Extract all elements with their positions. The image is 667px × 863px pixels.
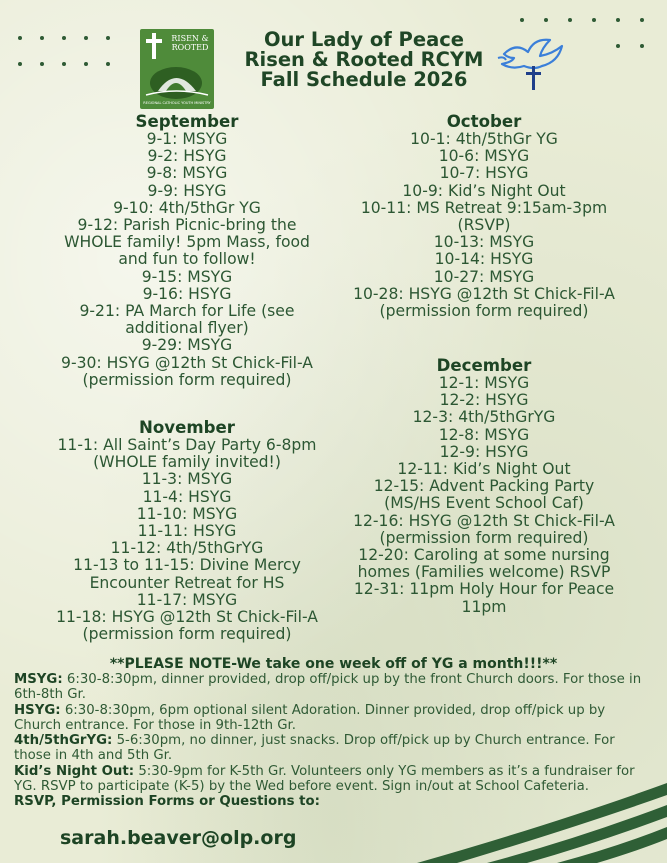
event-item: 9-10: 4th/5thGr YG: [113, 198, 261, 217]
november-section: [48, 419, 326, 643]
event-item: 10-7: HSYG: [439, 164, 529, 183]
november-heading: November: [139, 418, 235, 437]
contact-email[interactable]: sarah.beaver@olp.org: [60, 827, 297, 849]
event-item: 10-6: MSYG: [438, 147, 530, 166]
event-item: 11-13 to 11-15: Divine Mercy Encounter Retreat for HS: [73, 556, 301, 592]
october-section: [345, 113, 623, 320]
grade45-description: 4th/5thGrYG: 5-6:30pm, no dinner, just snacks. Drop off/pick up by Church entrance. For those in 4th and 5th Gr.: [14, 733, 615, 764]
event-item: 12-20: Caroling at some nursing homes (Families welcome) RSVP: [357, 546, 611, 582]
event-item: 12-31: 11pm Holy Hour for Peace 11pm: [353, 580, 615, 616]
event-item: 9-16: HSYG: [142, 284, 232, 303]
december-section: [345, 357, 623, 616]
september-section: [48, 113, 326, 389]
please-note-banner: **PLEASE NOTE-We take one week off of YG a month!!!**: [109, 656, 558, 672]
logo-subtitle: REGIONAL CATHOLIC YOUTH MINISTRY: [143, 101, 211, 105]
event-item: 12-2: HSYG: [439, 391, 529, 410]
event-item: 10-27: MSYG: [433, 267, 535, 286]
rsvp-label: RSVP, Permission Forms or Questions to:: [14, 794, 320, 810]
event-item: 10-1: 4th/5thGr YG: [410, 130, 558, 148]
event-item: 9-1: MSYG: [146, 130, 228, 148]
event-item: 12-16: HSYG @12th St Chick-Fil-A (permission form required): [353, 511, 615, 547]
msyg-description: MSYG: 6:30-8:30pm, dinner provided, drop off/pick up by the front Church doors. For those in 6th-8th Gr.: [14, 672, 642, 703]
event-item: 10-28: HSYG @12th St Chick-Fil-A (permission form required): [353, 284, 615, 321]
event-item: 11-17: MSYG: [136, 590, 238, 609]
event-item: 11-3: MSYG: [141, 470, 233, 489]
event-item: 11-10: MSYG: [136, 504, 238, 523]
decorative-stripes: [357, 783, 667, 863]
kids-night-out-description: Kid’s Night Out: 5:30-9pm for K-5th Gr. Volunteers only YG members as it’s a fundraiser for YG. RSVP to participate (K-5) by the Wed before event. Sign in/out at School Cafeteria.: [14, 763, 635, 795]
dove-cross-icon: [494, 36, 568, 96]
event-item: 11-11: HSYG: [137, 522, 237, 541]
event-item: 10-11: MS Retreat 9:15am-3pm (RSVP): [360, 198, 608, 235]
event-item: 12-1: MSYG: [438, 374, 530, 392]
event-item: 9-29: MSYG: [141, 336, 233, 355]
event-item: 9-2: HSYG: [147, 147, 227, 166]
event-item: 9-9: HSYG: [147, 181, 227, 200]
event-item: 12-8: MSYG: [438, 425, 530, 444]
event-item: 9-15: MSYG: [141, 267, 233, 286]
event-item: 9-8: MSYG: [146, 164, 228, 183]
december-heading: December: [436, 356, 532, 375]
logo-title: RISEN & ROOTED: [171, 34, 209, 52]
october-heading: October: [446, 112, 522, 131]
event-item: 10-14: HSYG: [434, 250, 534, 269]
september-heading: September: [135, 112, 239, 131]
event-item: 10-9: Kid’s Night Out: [402, 181, 566, 200]
event-item: 11-4: HSYG: [142, 487, 232, 506]
hsyg-description: HSYG: 6:30-8:30pm, 6pm optional silent Adoration. Dinner provided, drop off/pick up by Church entrance. For those in 9th-12th Gr.: [14, 702, 606, 733]
event-item: 12-9: HSYG: [439, 442, 529, 461]
event-item: 10-13: MSYG: [433, 233, 535, 252]
risen-rooted-logo: [140, 29, 214, 109]
event-item: 11-1: All Saint’s Day Party 6-8pm (WHOLE family invited!): [57, 436, 317, 472]
event-item: 9-21: PA March for Life (see additional flyer): [79, 302, 295, 338]
event-item: 12-15: Advent Packing Party (MS/HS Event School Caf): [373, 477, 595, 513]
page-title: Our Lady of Peace Risen & Rooted RCYM Fall Schedule 2026: [244, 28, 484, 91]
event-item: 12-3: 4th/5thGrYG: [412, 408, 556, 427]
event-item: 12-11: Kid’s Night Out: [397, 460, 571, 479]
event-item: 9-12: Parish Picnic-bring the WHOLE family! 5pm Mass, food and fun to follow!: [64, 216, 310, 269]
event-item: 9-30: HSYG @12th St Chick-Fil-A (permission form required): [61, 353, 313, 389]
event-item: 11-18: HSYG @12th St Chick-Fil-A (permission form required): [56, 608, 318, 644]
dot-pattern-left: [18, 36, 128, 72]
event-item: 11-12: 4th/5thGrYG: [110, 539, 264, 558]
